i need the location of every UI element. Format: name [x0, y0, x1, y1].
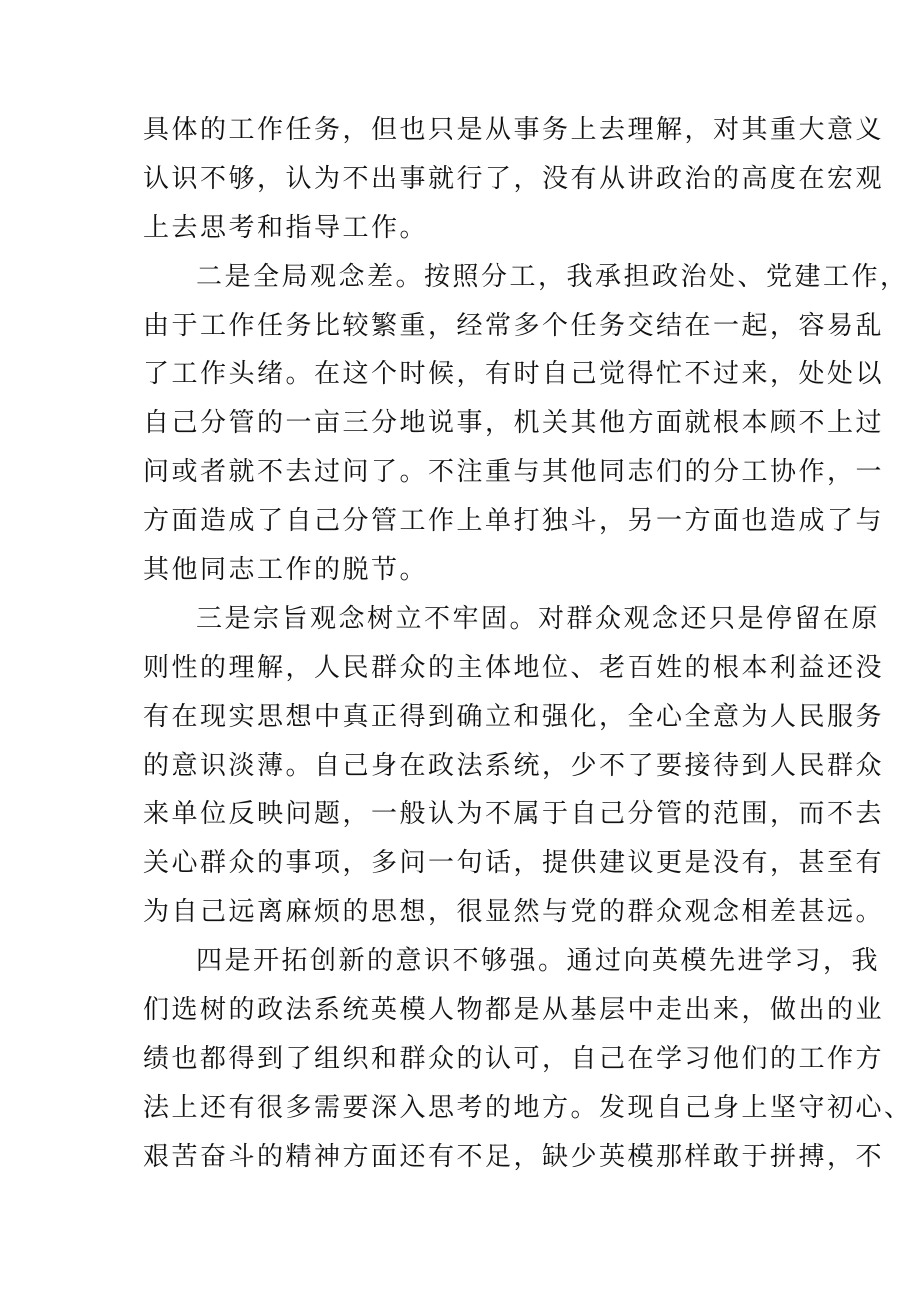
text-line: 具体的工作任务，但也只是从事务上去理解，对其重大意义 — [143, 115, 885, 145]
text-line: 的意识淡薄。自己身在政法系统，少不了要接待到人民群众 — [143, 750, 885, 781]
paragraph-start-line: 三是宗旨观念树立不牢固。对群众观念还只是停留在原 — [196, 603, 881, 634]
text-line: 艰苦奋斗的精神方面还有不足，缺少英模那样敢于拼搏，不 — [143, 1141, 885, 1172]
text-line: 则性的理解，人民群众的主体地位、老百姓的根本利益还没 — [143, 652, 885, 683]
text-line: 为自己远离麻烦的思想，很显然与党的群众观念相差甚远。 — [143, 897, 885, 928]
text-line: 法上还有很多需要深入思考的地方。发现自己身上坚守初心、 — [143, 1092, 913, 1123]
text-line: 来单位反映问题，一般认为不属于自己分管的范围，而不去 — [143, 799, 885, 830]
text-line: 绩也都得到了组织和群众的认可，自己在学习他们的工作方 — [143, 1043, 885, 1074]
text-line: 由于工作任务比较繁重，经常多个任务交结在一起，容易乱 — [143, 310, 885, 341]
text-line: 有在现实思想中真正得到确立和强化，全心全意为人民服务 — [143, 701, 885, 732]
text-line: 了工作头绪。在这个时候，有时自己觉得忙不过来，处处以 — [143, 359, 885, 390]
text-line: 上去思考和指导工作。 — [143, 212, 429, 243]
text-line: 问或者就不去过问了。不注重与其他同志们的分工协作，一 — [143, 457, 885, 488]
paragraph-start-line: 四是开拓创新的意识不够强。通过向英模先进学习，我 — [196, 946, 881, 977]
text-line: 关心群众的事项，多问一句话，提供建议更是没有，甚至有 — [143, 848, 885, 879]
text-line: 认识不够，认为不出事就行了，没有从讲政治的高度在宏观 — [143, 163, 885, 194]
text-line: 其他同志工作的脱节。 — [143, 555, 429, 586]
text-line: 自己分管的一亩三分地说事，机关其他方面就根本顾不上过 — [143, 408, 885, 439]
paragraph-start-line: 二是全局观念差。按照分工，我承担政治处、党建工作， — [196, 261, 909, 292]
body-text — [143, 106, 913, 1182]
text-line: 们选树的政法系统英模人物都是从基层中走出来，做出的业 — [143, 995, 885, 1026]
text-line: 方面造成了自己分管工作上单打独斗，另一方面也造成了与 — [143, 506, 885, 537]
